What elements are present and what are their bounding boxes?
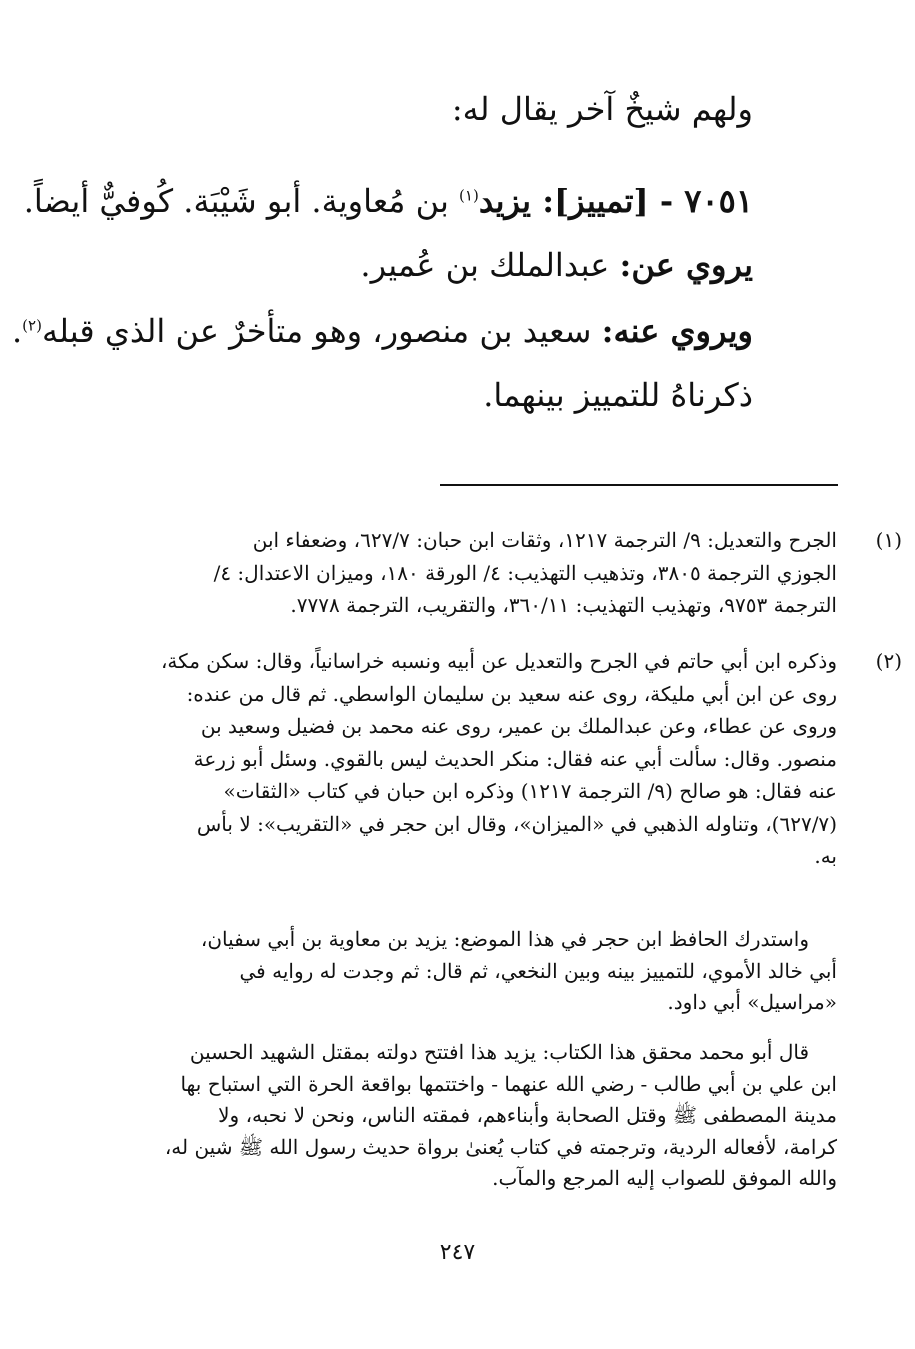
- footnote-2-line: به.: [814, 844, 837, 868]
- entry-number: ٧٠٥١ - [تمييز]: يزيد: [478, 182, 753, 220]
- istidrak-paragraph: [122, 924, 837, 1019]
- footnote-ref-2: (٢): [22, 316, 42, 335]
- editor-line: ابن علي بن أبي طالب - رضي الله عنهما - واختتمها بواقعة الحرة التي استباح بها: [180, 1071, 837, 1096]
- footnote-ref-1: (١): [459, 186, 479, 205]
- narrates-from-label: يروي عن:: [619, 246, 753, 284]
- footnote-2-line: روى عن ابن أبي مليكة، روى عنه سعيد بن سليمان الواسطي. ثم قال من عنده:: [186, 681, 837, 706]
- footnote-2-number: (٢): [875, 649, 902, 673]
- footnote-divider: [440, 484, 838, 486]
- narrated-by-end: .: [11, 312, 23, 350]
- footnote-2-line: وروى عن عطاء، وعن عبدالملك بن عمير، روى عنه محمد بن فضيل وسعيد بن: [200, 714, 837, 738]
- footnote-2-line: وذكره ابن أبي حاتم في الجرح والتعديل عن أبيه ونسبه خراسانياً، وقال: سكن مكة،: [160, 649, 837, 673]
- footnote-2: [122, 645, 902, 873]
- distinction-line: [110, 370, 753, 420]
- istidrak-line: واستدرك الحافظ ابن حجر في هذا الموضع: يزيد بن معاوية بن أبي سفيان،: [200, 927, 809, 951]
- editor-line: والله الموفق للصواب إليه المرجع والمآب.: [492, 1166, 837, 1190]
- distinction-text: ذكرناهُ للتمييز بينهما.: [483, 376, 753, 414]
- footnote-2-line: منصور. وقال: سألت أبي عنه فقال: منكر الحديث ليس بالقوي. وسئل أبو زرعة: [193, 746, 837, 771]
- narrated-by-label: ويروي عنه:: [601, 312, 753, 350]
- footnote-2-line: عنه فقال: هو صالح (٩/ الترجمة ١٢١٧) وذكره ابن حبان في كتاب «الثقات»: [223, 779, 837, 803]
- entry-heading: [23, 176, 753, 226]
- intro-text: ولهم شيخٌ آخر يقال له:: [451, 90, 753, 128]
- intro-line: [110, 84, 753, 134]
- footnote-2-line: (٦٢٧/٧)، وتناوله الذهبي في «الميزان»، وقال ابن حجر في «التقريب»: لا بأس: [196, 811, 837, 836]
- editor-line: قال أبو محمد محقق هذا الكتاب: يزيد هذا افتتح دولته بمقتل الشهيد الحسين: [189, 1040, 809, 1064]
- footnote-1-line: الترجمة ٩٧٥٣، وتهذيب التهذيب: ٣٦٠/١١، والتقريب، الترجمة ٧٧٧٨.: [290, 593, 837, 617]
- istidrak-line: أبي خالد الأموي، للتمييز بينه وبين النخعي، ثم قال: ثم وجدت له روايه في: [239, 958, 837, 983]
- footnote-1-line: الجرح والتعديل: ٩/ الترجمة ١٢١٧، وثقات ابن حبان: ٦٢٧/٧، وضعفاء ابن: [252, 528, 837, 552]
- editor-line: مدينة المصطفى ﷺ وقتل الصحابة وأبناءهم، فمقته الناس، ونحن لا نحبه، ولا: [218, 1103, 837, 1127]
- footnote-1-line: الجوزي الترجمة ٣٨٠٥، وتذهيب التهذيب: ٤/ الورقة ١٨٠، وميزان الاعتدال: ٤/: [213, 560, 837, 585]
- narrates-from-line: [110, 240, 753, 290]
- footnote-1-number: (١): [875, 528, 902, 552]
- editor-line: كرامة، لأفعاله الردية، وترجمته في كتاب يُعنىٰ برواة حديث رسول الله ﷺ شين له،: [164, 1134, 837, 1159]
- editor-paragraph: [122, 1037, 837, 1195]
- narrated-by-line: [11, 306, 753, 356]
- entry-name: بن مُعاوية. أبو شَيْبَة. كُوفيٌّ أيضاً.: [23, 182, 460, 220]
- istidrak-line: «مراسيل» أبي داود.: [667, 990, 837, 1014]
- narrates-from-value: عبدالملك بن عُمير.: [360, 246, 620, 284]
- page-number: ٢٤٧: [439, 1240, 476, 1265]
- footnote-1: [122, 524, 902, 622]
- narrated-by-value: سعيد بن منصور، وهو متأخرٌ عن الذي قبله: [41, 312, 602, 350]
